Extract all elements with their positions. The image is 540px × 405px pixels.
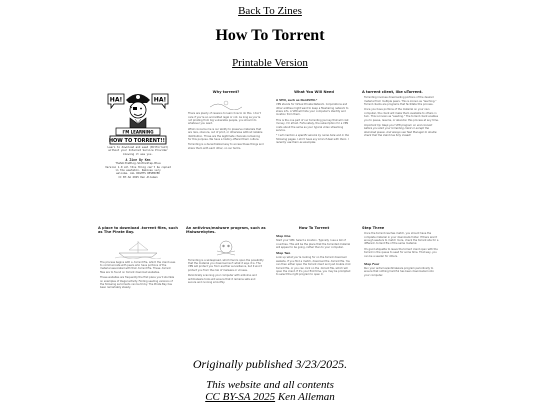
panel-paragraph: There are plenty of reasons to learn how to do this. I don't care if you're an accredited legal or not. As long as you're not pirating from big vulnerable people, you should do whatever you want. [188, 112, 261, 126]
cover-line-8: CC BY-SA 2025 Ken Alleman [118, 175, 158, 179]
license-link[interactable]: CC BY-SA 2025 [205, 391, 276, 403]
panel-paragraph: The process begins with a .torrent file, which the client uses to communicate with peers who have portions of the material associated with that .torrent file. These .torrent files are to found on torrent download websites. [100, 260, 176, 274]
step-title: Step One [276, 234, 291, 239]
zine-panel-download-site [94, 218, 182, 354]
zine-panel-why [182, 82, 270, 218]
speech-left-text: HA! [109, 96, 123, 104]
license-line: This website and all contents [206, 379, 334, 391]
published-date: Originally published 3/23/2025. [192, 357, 348, 371]
cover-line-0: Learn to download and seed (BitTorrent) [107, 146, 169, 149]
zine-cover-panel [94, 82, 182, 218]
zine-panel-antivirus [182, 218, 270, 354]
panel-subheading: A VPN, such as NordVPN.* [276, 98, 318, 103]
printable-version-link[interactable]: Printable Version [232, 57, 308, 69]
panel-heading: Step Three [362, 226, 385, 230]
cover-line-7: welcome. ALL RIGHTS RESERVED [116, 172, 160, 176]
pirate-illustration-icon [102, 88, 174, 146]
banner-line1: I'M LEARNING [122, 129, 154, 135]
panel-paragraph: Once you have portions of the material on your own computer, the client will make them available to others in turn. This is known as "seeding." The torrent client enables you to pause, resume, or abandon this process at any time. [364, 108, 439, 122]
zine-panel-step-three [358, 218, 446, 354]
panel-heading: What You Will Need [294, 90, 334, 94]
cover-line-5: Version 1.0 all this thing can't be copied [105, 165, 171, 169]
panel-paragraph: These websites are frequently the first place you'll stumble on examples of illegal activity. Finding seeding versions of the following as torrents can be tricky. The Pirate Bay has been remarkably steady. [100, 276, 175, 290]
back-to-zines-link[interactable]: Back To Zines [238, 5, 302, 17]
panel-body [358, 96, 446, 122]
page-title: How To Torrent [215, 27, 325, 44]
cover-line-2: knowing it was you. [123, 152, 153, 156]
panel-heading: How To Torrent [298, 226, 330, 230]
panel-paragraph: Once the torrent reaches match, you should have the complete material in your downloads folder. If there aren't enough seeders to match more, check the torrent site for a different .torrent file of the same material. [364, 232, 439, 246]
license-attribution [0, 391, 540, 403]
panel-heading: A place to download .torrent files, such as The Pirate Bay. [98, 226, 178, 235]
cover-line-4: TheSmithsBlog.SmithsStep.Blue [115, 162, 161, 166]
step-text: Look up what you're looking for on the torrent download website. If you find a match, download the .torrent file. You can then either open the torrent client and just double click torrent file, or you can click on the .torrent file, which will open the client. If it's your first time, you may be prompted to select the right program to open it. [276, 256, 351, 277]
zine-panel-how-to [270, 218, 358, 354]
ship-sketch-icon [113, 239, 163, 259]
treasure-sketch-icon [206, 98, 246, 110]
step-text: Start your VPN. Select a location. Typically I use a list of countries. This will be the place that the torrented material will appear to be going, rather than to your computer. [276, 239, 351, 250]
panel-note: * I will mention a specific service by name here and in the following pages. I don't have any kind of deal with them. I recently use them as examples. [276, 134, 349, 145]
panel-paragraph: Torrenting is a widespread, which favors open the possibility that the material you download isn't what it says it is. The VPN will protect you from another surveillance, but it won't protect you from the risk of malware or viruses. [188, 258, 264, 272]
panel-paragraph: Torrenting is a decentralized way to access these things and share them with each other, on our terms. [188, 143, 264, 150]
panel-heading: Why torrent? [212, 90, 240, 94]
zine-panel-what-you-need [270, 82, 358, 218]
panel-paragraph: Periodically scanning your computer with antivirus and antimalware tools will ensure that it remains safe and secure and running smoothly. [188, 274, 257, 284]
panel-heading: A torrent client, like uTorrent. [362, 90, 423, 94]
panel-paragraph: What concerns me is our ability to preserve materials that are rare, obscure, out of print, or otherwise without reliable distribution. Those are the legitimate channels remaining for this purpose. We have a history-offered them culture. [188, 127, 263, 141]
step-title: Step Two [276, 251, 291, 256]
panel-paragraph: This is the one part of our torrenting journey that will cost money, I'm afraid. Fortunately, the subscription for a VPN costs about the same as your typical video streaming service. [276, 118, 349, 132]
banner-line2: HOW TO TORRENT!!! [108, 138, 168, 144]
panel-paragraph: It's good etiquette to leave the torrent client open with the torrent in the queue to seed for some time. That way, you can be a seeder for others. [364, 247, 438, 258]
cover-line-1: without your Internet Service Provider [108, 149, 168, 153]
panel-body [182, 112, 270, 150]
license-author: Ken Alleman [275, 391, 335, 403]
panel-body [270, 103, 358, 132]
speech-right-text: HA! [153, 96, 167, 104]
zine-spread [94, 82, 446, 354]
step-text: Run your antivirus/antimalware program periodically to ensure that nothing harmful has been downloaded onto your computer. [364, 266, 434, 277]
panel-body [358, 232, 446, 258]
zine-panel-torrent-client [358, 82, 446, 218]
panel-paragraph: VPN stands for Virtual Private Network. Corporations and other entities might want to keep a filesharing network to share info. A VPN will hide your computer's identity and location from them. [276, 103, 349, 117]
panel-note: Important tip: Keep your VPN program on and connect before you start your torrenting client or accept the download queue. And always use Task Manager to double check that the client has fully closed! [364, 123, 437, 138]
cover-author: A Zine By Ken [125, 158, 151, 163]
panel-body [94, 261, 182, 290]
skull-sketch-icon [211, 239, 241, 257]
step-title: Step Four [364, 261, 380, 266]
panel-heading: An antivirus/malware program, such as Malwarebytes. [186, 226, 266, 235]
panel-body [182, 259, 270, 285]
cover-line-6: in the wastebin. Remixes very [115, 168, 161, 172]
panel-paragraph: Torrenting involves downloading portions of the desired material from multiple peers. This is known as "leeching." Torrent clients are programs that facilitate this process. [364, 96, 437, 107]
